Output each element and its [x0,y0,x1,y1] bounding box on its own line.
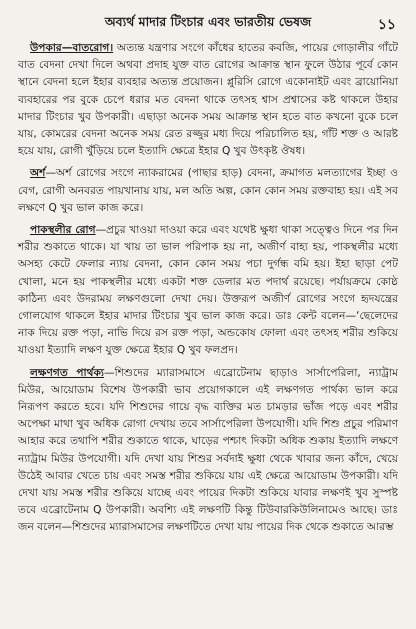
paragraph-symptom-differences [18,365,398,537]
paragraph-text: —অর্শ রোগের সংগে ন্যাকরামের (পাছার হাড়) বেদনা, ক্রমাগত মলত্যাগের ইচ্ছা ও বেগ, রোগী অনবরত পায়খানায় যায়, মল অতি অল্প, কোন কোন সময় রক্তবাহ্য হয়। এই সব লক্ষণে Q খুব ভাল কাজ করে। [18,167,398,214]
paragraph-stomach-disease [18,222,398,360]
running-header [18,12,398,34]
paragraph-text: অত্যন্ত যন্ত্রণার সংগে কাঁধের হাতের কবজি, পায়ের গোড়ালীর গাঁটে বাত বেদনা দেখা দিলে অথবা প্রদাহ যুক্ত বাত রোগের আক্রান্ত স্থান ফুলে উঠার পূর্বে কোন স্থানে বেদনা হলে ইহার ব্যবহার অত্যন্ত প্রয়োজন। প্লুরিসি রোগে একোনাইট এবং ব্রায়োনিয়া ব্যবহারের পর বুকে চেপে ধরার মত বেদনা থাকে তৎসহ শ্বাস প্রশ্বাসের কষ্ট থাকলে উহার মাদার টিংচার খুব উপকারী। এছাড়া অনেক সময় আক্রান্ত স্থান হতে বাত কখনো বুকে চলে যায়, কোমরের বেদনা অনেক সময় রেত রজ্জুর মধ্য দিয়ে পরিচালিত হয়, গাঁট শক্ত ও আরষ্ট হয়ে যায়, রোগী খুঁড়িয়ে চলে ইত্যাদি ক্ষেত্রে ইহার Q খুব উৎকৃষ্ট ঔষধ। [18,42,398,158]
paragraph-heading: পাকস্থলীর রোগ [30,224,96,237]
paragraph-heading: উপকার—বাতরোগ। [30,42,114,54]
paragraph-heading: অর্শ [30,167,46,180]
running-title: অব্যর্থ মাদার টিংচার এবং ভারতীয় ভেষজ [104,14,312,29]
paragraph-text: —প্রচুর খাওয়া দাওয়া করে এবং যথেষ্ট ক্ষুধা থাকা সত্ত্বেও দিনে পর দিন শরীর শুকাতে থাকে। যা খায় তা ভাল পরিপাক হয় না, অজীর্ণ বাহ্য হয়, পাকস্থলীর মধ্যে অসহ্য কেটে ফেলার ন্যায় বেদনা, কোন কোন সময় পচা দুর্গন্ধ বমি হয়। ইহা ছাড়া পেট খোলা, মনে হয় পাকস্থলীর মধ্যে একটা শক্ত ডেলার মত পদার্থ রয়েছে। পর্যায়ক্রমে কোষ্ঠ কাঠিন্য এবং উদরাময় লক্ষণগুলো দেখা দেয়। উক্তরূপ অজীর্ণ রোগের সংগে হৃদযন্ত্রের গোলযোগ থাকলে ইহার মাদার টিংচার খুব ভাল কাজ করে। ডাঃ কেন্ট বলেন—‘ছেলেদের নাক দিয়ে রক্ত পড়া, নাভি দিয়ে রস রক্ত পড়া, অন্ডকোষ ফোলা এবং তৎসহ শরীর শুকিয়ে যাওয়া ইত্যাদি লক্ষণ যুক্ত ক্ষেত্রে ইহার Q খুব ফলপ্রদ। [18,224,398,357]
paragraph-heading: লক্ষণগত পার্থক্য [30,366,104,379]
page-number: ১১ [377,17,396,33]
paragraph-rheumatism [18,40,398,160]
page-body [18,40,398,537]
paragraph-piles [18,165,398,217]
paragraph-text: —শিশুদের ম্যারাসমাসে এব্রোটেনাম ছাড়াও সার্সাপেরিলা, ন্যাট্রাম মিউর, আয়োডাম বিশেষ উপকারী ভাব প্রয়োগকালে এই লক্ষণগত পার্থক্য ভাল করে নিরূপণ করতে হবে। যদি শিশুদের গায়ে বৃদ্ধ ব্যক্তির মত চামড়ার ভাঁজ পড়ে এবং শরীর অপেক্ষা মাথা খুব অধিক রোগা দেখায় তবে সার্সাপেরিলা উপযোগী। যদি শিশু প্রচুর পরিমাণ আহার করে তথাপি শরীর শুকাতে থাকে, ঘাড়ের পশ্চাৎ দিকটা অধিক শুকায় ইত্যাদি লক্ষণে ন্যাট্রাম মিউর উপযোগী। যদি দেখা যায় শিশুর সর্বদাই ক্ষুধা থেকে খাবার জন্য কাঁদে, খেয়ে উঠেই আবার খেতে চায় এবং সমস্ত শরীর শুকিয়ে যায় এই ক্ষেত্রে আয়োডাম উপকারী। যদি দেখা যায় সমস্ত শরীর শুকিয়ে যাচ্ছে এবং পায়ের দিকটা শুকিয়ে যাবার লক্ষণই খুব সুস্পষ্ট তবে এব্রোটেনাম Q উপকারী। অবশ্যি এই লক্ষণটি কিন্তু টিউবারকিউলিনামেও আছে। ডাঃ জন বলেন—শিশুদের ম্যারাসমাসের লক্ষণটিতে দেখা যায় পায়ের দিক থেকে শুকাতে আরম্ভ [18,366,398,534]
